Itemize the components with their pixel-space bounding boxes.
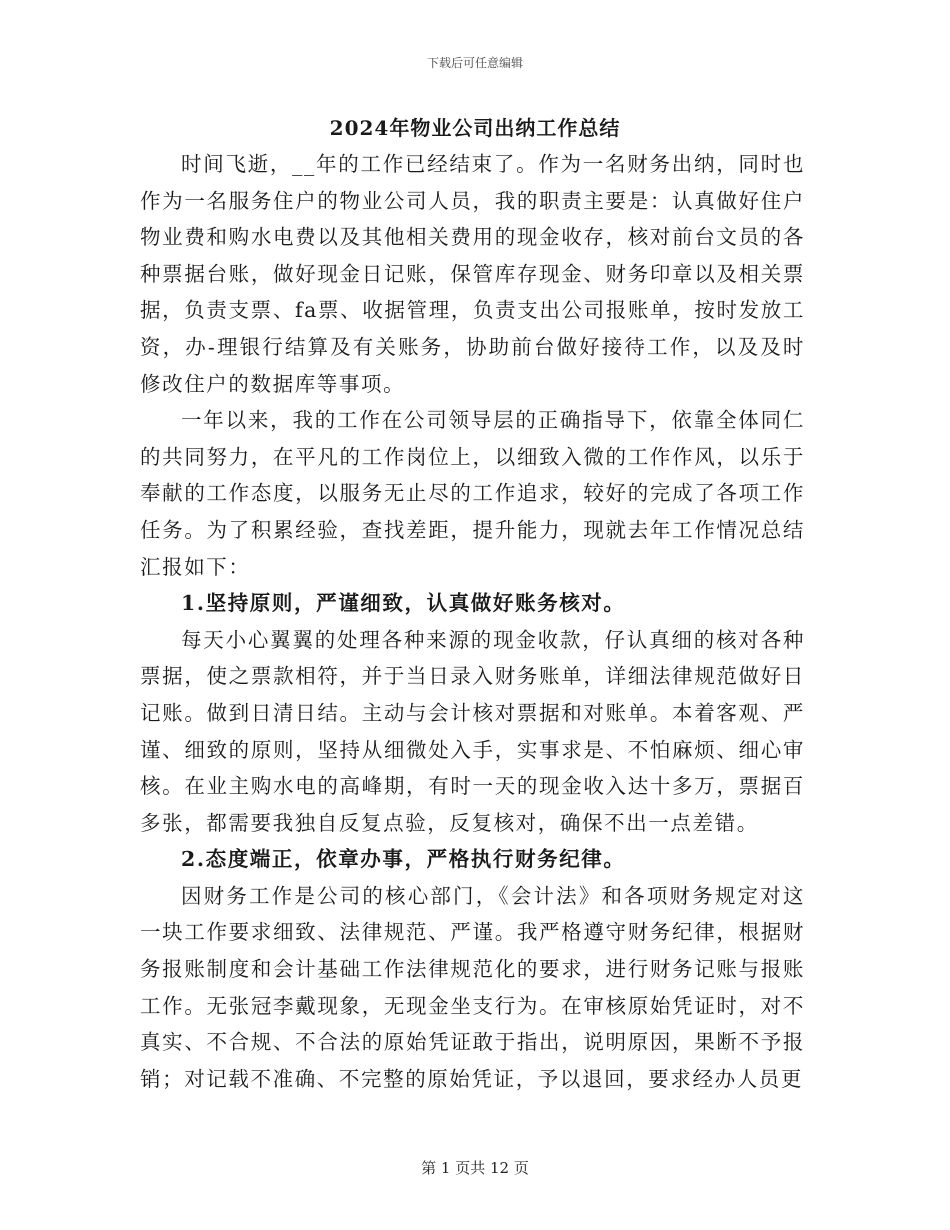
download-note: 下载后可任意编辑 bbox=[426, 56, 523, 70]
section-1-paragraph: 每天小心翼翼的处理各种来源的现金收款，仔认真细的核对各种票据，使之票款相符，并于当日录入财务账单，详细法律规范做好日记账。做到日清日结。主动与会计核对票据和对账单。本着客观、严谨、细致的原则，坚持从细微处入手，实事求是、不怕麻烦、细心审核。在业主购水电的高峰期，有时一天的现金收入达十多万，票据百多张，都需要我独自反复点验，反复核对，确保不出一点差错。 bbox=[140, 627, 805, 835]
summary-paragraph: 一年以来，我的工作在公司领导层的正确指导下，依靠全体同仁的共同努力，在平凡的工作岗位上，以细致入微的工作作风，以乐于奉献的工作态度，以服务无止尽的工作追求，较好的完成了各项工作任务。为了积累经验，查找差距，提升能力，现就去年工作情况总结汇报如下： bbox=[140, 408, 805, 579]
section-heading-1: 1.坚持原则，严谨细致，认真做好账务核对。 bbox=[181, 591, 626, 616]
document-body bbox=[140, 146, 805, 1097]
page-number: 第 1 页共 12 页 bbox=[421, 1159, 529, 1177]
document-title: 2024年物业公司出纳工作总结 bbox=[329, 116, 621, 140]
section-heading-2: 2.态度端正，依章办事，严格执行财务纪律。 bbox=[181, 847, 626, 872]
section-2-paragraph: 因财务工作是公司的核心部门，《会计法》和各项财务规定对这一块工作要求细致、法律规范、严谨。我严格遵守财务纪律，根据财务报账制度和会计基础工作法律规范化的要求，进行财务记账与报账工作。无张冠李戴现象，无现金坐支行为。在审核原始凭证时，对不真实、不合规、不合法的原始凭证敢于指出，说明原因，果断不予报销；对记载不准确、不完整的原始凭证，予以退回，要求经办人员更 bbox=[140, 883, 805, 1091]
intro-paragraph: 时间飞逝，__年的工作已经结束了。作为一名财务出纳，同时也作为一名服务住户的物业公司人员，我的职责主要是：认真做好住户物业费和购水电费以及其他相关费用的现金收存，核对前台文员的各种票据台账，做好现金日记账，保管库存现金、财务印章以及相关票据，负责支票、fa票、收据管理，负责支出公司报账单，按时发放工资，办-理银行结算及有关账务，协助前台做好接待工作，以及及时修改住户的数据库等事项。 bbox=[140, 152, 805, 396]
